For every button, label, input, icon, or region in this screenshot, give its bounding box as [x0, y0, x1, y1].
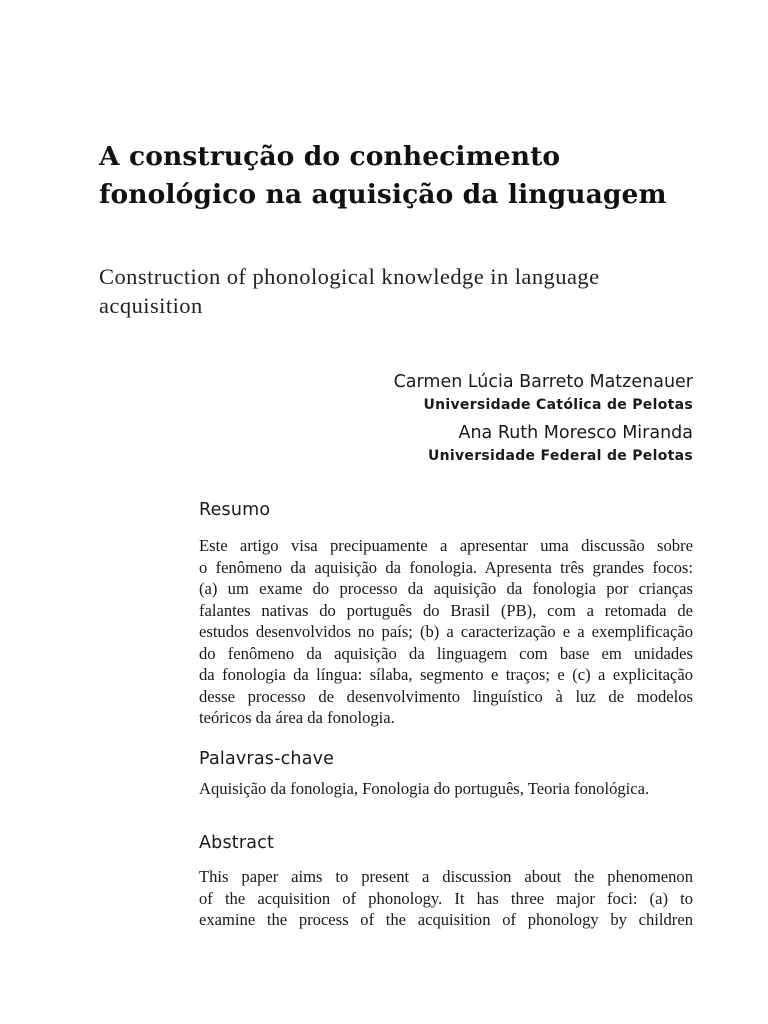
- resumo-line: o fenômeno da aquisição da fonologia. Apresenta três grandes focos:: [199, 557, 693, 577]
- author-affiliation: Universidade Federal de Pelotas: [427, 448, 693, 464]
- article-subtitle-line: acquisition: [99, 293, 203, 318]
- resumo-line: teóricos da área da fonologia.: [199, 708, 395, 727]
- resumo-heading: Resumo: [199, 500, 271, 520]
- resumo-line: falantes nativas do português do Brasil (PB), com a retomada de: [199, 600, 693, 620]
- keywords-body: [199, 778, 693, 800]
- resumo-line: (a) um exame do processo da aquisição da fonologia por crianças: [199, 579, 693, 598]
- abstract-line: This paper aims to present a discussion about the phenomenon: [199, 867, 693, 886]
- keywords-section-heading: [199, 747, 693, 771]
- abstract-line: of the acquisition of phonology. It has three major foci: (a) to: [199, 888, 693, 908]
- keywords-text: Aquisição da fonologia, Fonologia do português, Teoria fonológica.: [199, 779, 650, 798]
- author-affiliation: Universidade Católica de Pelotas: [423, 397, 693, 413]
- resumo-line: desse processo de desenvolvimento linguístico à luz de modelos: [199, 686, 693, 706]
- keywords-heading: Palavras-chave: [199, 749, 335, 769]
- author-name: Carmen Lúcia Barreto Matzenauer: [393, 372, 693, 392]
- abstract-heading: Abstract: [199, 833, 275, 853]
- resumo-section-heading: [199, 498, 693, 522]
- resumo-line: estudos desenvolvidos no país; (b) a caracterização e a exemplificação: [199, 622, 693, 641]
- resumo-body: [199, 535, 693, 729]
- article-subtitle-line: Construction of phonological knowledge in language: [99, 264, 600, 289]
- resumo-line: da fonologia da língua: sílaba, segmento e traços; e (c) a explicitação: [199, 665, 693, 684]
- resumo-line: Este artigo visa precipuamente a apresentar uma discussão sobre: [199, 536, 693, 555]
- abstract-section-heading: [199, 831, 693, 855]
- article-title-line: fonológico na aquisição da linguagem: [99, 179, 667, 210]
- article-subtitle: [99, 262, 689, 320]
- article-title: [99, 138, 709, 214]
- author-name: Ana Ruth Moresco Miranda: [458, 423, 693, 443]
- resumo-line: do fenômeno da aquisição da linguagem com base em unidades: [199, 643, 693, 663]
- abstract-line: examine the process of the acquisition of phonology by children: [199, 910, 693, 929]
- abstract-body: [199, 866, 693, 931]
- author-block: [394, 369, 693, 471]
- article-title-line: A construção do conhecimento: [99, 141, 561, 172]
